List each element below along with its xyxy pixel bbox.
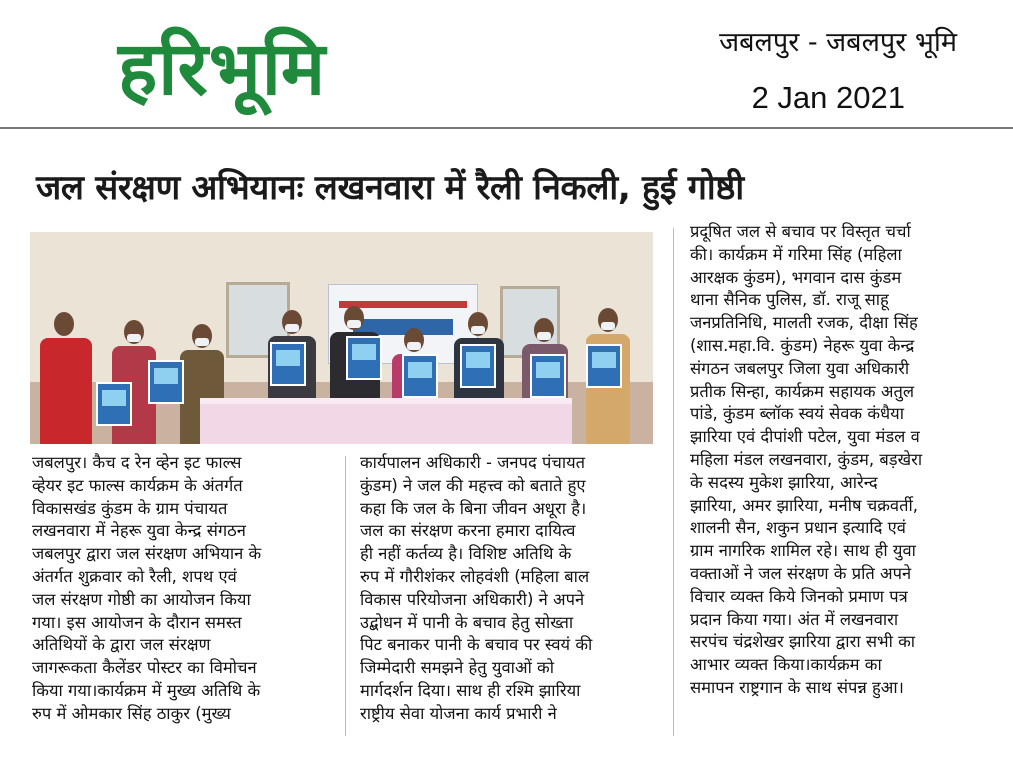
article-line: पिट बनाकर पानी के बचाव पर स्वयं की <box>360 635 593 655</box>
calendar-poster <box>586 344 622 388</box>
article-line: विकास परियोजना अधिकारी) ने अपने <box>360 589 585 609</box>
article-line: मार्गदर्शन दिया। साथ ही रश्मि झारिया <box>360 680 581 700</box>
publication-date: 2 Jan 2021 <box>751 80 905 115</box>
article-line: ही नहीं कर्तव्य है। विशिष्ट अतिथि के <box>360 544 572 564</box>
article-line: जल संरक्षण गोष्ठी का आयोजन किया <box>32 589 251 609</box>
article-line: रुप में ओमकार सिंह ठाकुर (मुख्य <box>32 703 231 723</box>
calendar-poster <box>346 336 382 380</box>
calendar-poster <box>460 344 496 388</box>
article-line: प्रतीक सिन्हा, कार्यक्रम सहायक अतुल <box>690 381 915 401</box>
article-line: आरक्षक कुंडम), भगवान दास कुंडम <box>690 267 902 287</box>
article-line: जिम्मेदारी समझने हेतु युवाओं को <box>360 658 554 678</box>
column-divider <box>673 228 674 736</box>
article-line: अतिथियों के द्वारा जल संरक्षण <box>32 635 211 655</box>
article-line: शालनी सैन, शकुन प्रधान इत्यादि एवं <box>690 518 906 538</box>
article-line: जागरूकता कैलेंडर पोस्टर का विमोचन <box>32 658 257 678</box>
article-line: (शास.महा.वि. कुंडम) नेहरू युवा केन्द्र <box>690 335 915 355</box>
article-line: विकासखंड कुंडम के ग्राम पंचायत <box>32 498 228 518</box>
article-line: राष्ट्रीय सेवा योजना कार्य प्रभारी ने <box>360 703 557 723</box>
article-line: झारिया, अमर झारिया, मनीष चक्रवर्ती, <box>690 495 918 515</box>
article-line: लखनवारा में नेहरू युवा केन्द्र संगठन <box>32 521 246 541</box>
article-line: की। कार्यक्रम में गरिमा सिंह (महिला <box>690 244 902 264</box>
article-line: जबलपुर। कैच द रेन व्हेन इट फाल्स <box>32 453 242 472</box>
article-line: ग्राम नागरिक शामिल रहे। साथ ही युवा <box>690 541 916 561</box>
article-line: महिला मंडल लखनवारा, कुंडम, बड़खेरा <box>690 449 923 469</box>
article-line: उद्बोधन में पानी के बचाव हेतु सोख्ता <box>360 612 574 632</box>
article-line: संगठन जबलपुर जिला युवा अधिकारी <box>690 358 910 378</box>
article-line: कार्यपालन अधिकारी - जनपद पंचायत <box>360 453 586 472</box>
article-line: सरपंच चंद्रशेखर झारिया द्वारा सभी का <box>690 632 916 652</box>
edition-label: जबलपुर - जबलपुर भूमि <box>719 27 957 58</box>
article-line: थाना सैनिक पुलिस, डॉ. राजू साहू <box>690 290 889 310</box>
masthead <box>0 0 1013 128</box>
article-line: रुप में गौरीशंकर लोहवंशी (महिला बाल <box>360 566 590 586</box>
article-line: गया। इस आयोजन के दौरान समस्त <box>32 612 242 632</box>
calendar-poster <box>402 354 438 398</box>
masthead-divider <box>0 127 1013 129</box>
photo-table-cloth <box>200 404 572 444</box>
article-line: व्हेयर इट फाल्स कार्यक्रम के अंतर्गत <box>32 475 243 495</box>
article-column-1 <box>32 452 332 726</box>
calendar-poster <box>96 382 132 426</box>
article-line: कहा कि जल के बिना जीवन अधूरा है। <box>360 498 587 518</box>
article-line: प्रदान किया गया। अंत में लखनवारा <box>690 609 899 629</box>
article-headline: जल संरक्षण अभियानः लखनवारा में रैली निकली, हुई गोष्ठी <box>36 168 744 208</box>
article-line: जनप्रतिनिधि, मालती रजक, दीक्षा सिंह <box>690 313 918 333</box>
article-column-2 <box>360 452 660 726</box>
article-line: कुंडम) ने जल की महत्त्व को बताते हुए <box>360 475 586 495</box>
article-line: समापन राष्ट्रगान के साथ संपन्न हुआ। <box>690 677 904 697</box>
article-line: प्रदूषित जल से बचाव पर विस्तृत चर्चा <box>690 222 911 241</box>
article-line: वक्ताओं ने जल संरक्षण के प्रति अपने <box>690 563 912 583</box>
article-line: किया गया।कार्यक्रम में मुख्य अतिथि के <box>32 680 261 700</box>
calendar-poster <box>270 342 306 386</box>
article-line: के सदस्य मुकेश झारिया, आरेन्द <box>690 472 878 492</box>
calendar-poster <box>148 360 184 404</box>
article-photo <box>30 232 653 444</box>
article-line: अंतर्गत शुक्रवार को रैली, शपथ एवं <box>32 566 237 586</box>
article-line: आभार व्यक्त किया।कार्यक्रम का <box>690 655 882 675</box>
calendar-poster <box>530 354 566 398</box>
article-line: विचार व्यक्त किये जिनको प्रमाण पत्र <box>690 586 908 606</box>
article-line: पांडे, कुंडम ब्लॉक स्वयं सेवक कंधैया <box>690 404 904 424</box>
article-line: जल का संरक्षण करना हमारा दायित्व <box>360 521 576 541</box>
article-line: जबलपुर द्वारा जल संरक्षण अभियान के <box>32 544 262 564</box>
article-column-3 <box>690 221 985 700</box>
article-line: झारिया एवं दीपांशी पटेल, युवा मंडल व <box>690 427 920 447</box>
column-divider <box>345 456 346 736</box>
newspaper-logo: हरिभूमि <box>118 26 327 112</box>
